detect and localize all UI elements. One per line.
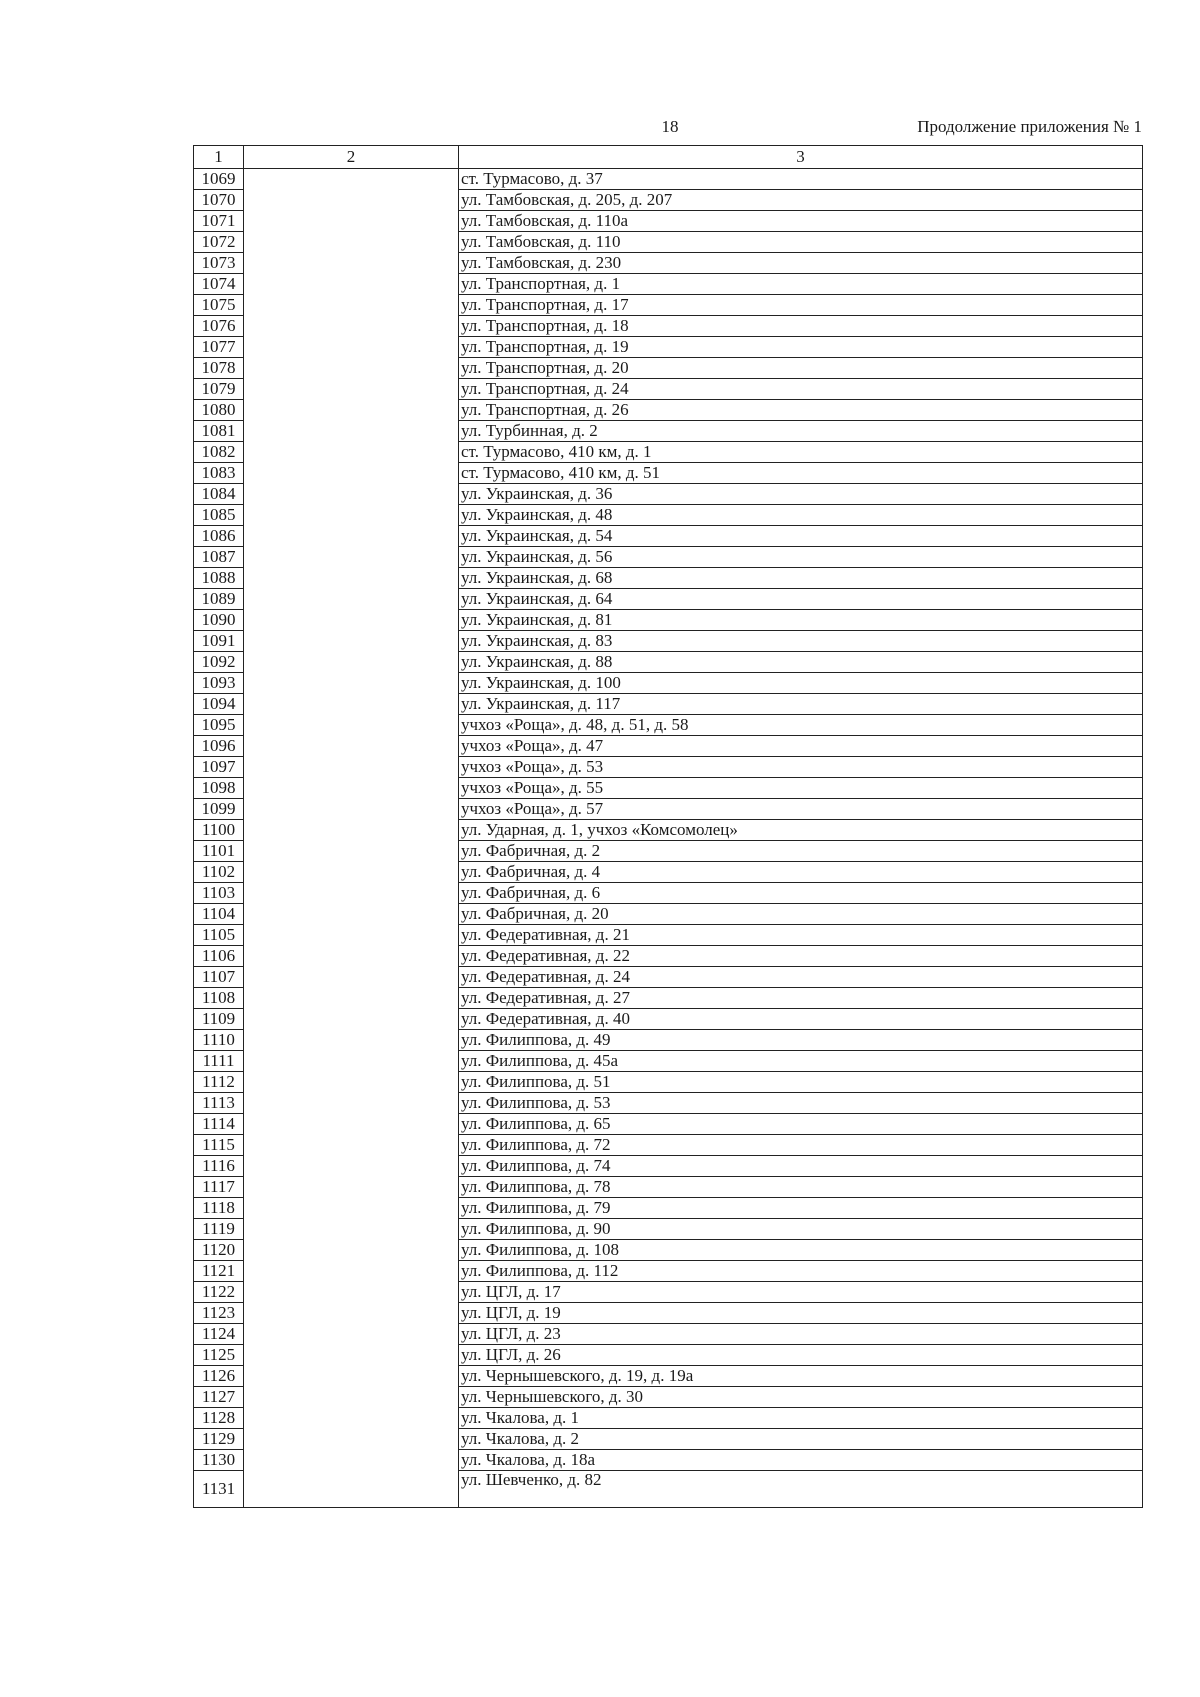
address-cell: ул. Украинская, д. 48 [459, 505, 1143, 526]
empty-cell [244, 1114, 459, 1135]
row-number: 1088 [194, 568, 244, 589]
address-cell: ул. Турбинная, д. 2 [459, 421, 1143, 442]
address-cell: ул. Украинская, д. 88 [459, 652, 1143, 673]
continuation-label: Продолжение приложения № 1 [917, 117, 1142, 136]
row-number: 1131 [194, 1471, 244, 1508]
empty-cell [244, 1303, 459, 1324]
row-number: 1119 [194, 1219, 244, 1240]
table-row [194, 1177, 1143, 1198]
table-row [194, 1114, 1143, 1135]
table-row [194, 1051, 1143, 1072]
address-cell: ул. Чкалова, д. 1 [459, 1408, 1143, 1429]
table-row [194, 946, 1143, 967]
table-row [194, 505, 1143, 526]
empty-cell [244, 295, 459, 316]
row-number: 1096 [194, 736, 244, 757]
empty-cell [244, 652, 459, 673]
row-number: 1115 [194, 1135, 244, 1156]
empty-cell [244, 799, 459, 820]
row-number: 1106 [194, 946, 244, 967]
address-cell: ул. Чкалова, д. 18а [459, 1450, 1143, 1471]
table-row [194, 652, 1143, 673]
address-cell: учхоз «Роща», д. 53 [459, 757, 1143, 778]
row-number: 1105 [194, 925, 244, 946]
row-number: 1108 [194, 988, 244, 1009]
row-number: 1083 [194, 463, 244, 484]
empty-cell [244, 484, 459, 505]
empty-cell [244, 190, 459, 211]
empty-cell [244, 1261, 459, 1282]
empty-cell [244, 526, 459, 547]
address-cell: ул. Филиппова, д. 65 [459, 1114, 1143, 1135]
empty-cell [244, 421, 459, 442]
empty-cell [244, 946, 459, 967]
address-table-container [193, 145, 1142, 1508]
row-number: 1095 [194, 715, 244, 736]
address-cell: ул. Транспортная, д. 18 [459, 316, 1143, 337]
empty-cell [244, 568, 459, 589]
row-number: 1117 [194, 1177, 244, 1198]
row-number: 1120 [194, 1240, 244, 1261]
table-row [194, 169, 1143, 190]
table-row [194, 463, 1143, 484]
empty-cell [244, 883, 459, 904]
address-cell: учхоз «Роща», д. 48, д. 51, д. 58 [459, 715, 1143, 736]
row-number: 1080 [194, 400, 244, 421]
table-row [194, 1345, 1143, 1366]
empty-cell [244, 1009, 459, 1030]
empty-cell [244, 337, 459, 358]
address-cell: ул. Транспортная, д. 26 [459, 400, 1143, 421]
row-number: 1085 [194, 505, 244, 526]
empty-cell [244, 1387, 459, 1408]
empty-cell [244, 1366, 459, 1387]
empty-cell [244, 589, 459, 610]
empty-cell [244, 442, 459, 463]
empty-cell [244, 211, 459, 232]
address-cell: ул. Филиппова, д. 90 [459, 1219, 1143, 1240]
table-body [194, 169, 1143, 1508]
row-number: 1104 [194, 904, 244, 925]
empty-cell [244, 757, 459, 778]
empty-cell [244, 1177, 459, 1198]
address-cell: ул. Филиппова, д. 49 [459, 1030, 1143, 1051]
row-number: 1073 [194, 253, 244, 274]
row-number: 1122 [194, 1282, 244, 1303]
empty-cell [244, 1156, 459, 1177]
row-number: 1092 [194, 652, 244, 673]
table-row [194, 715, 1143, 736]
table-row [194, 1324, 1143, 1345]
row-number: 1121 [194, 1261, 244, 1282]
address-cell: ул. Ударная, д. 1, учхоз «Комсомолец» [459, 820, 1143, 841]
address-cell: учхоз «Роща», д. 47 [459, 736, 1143, 757]
empty-cell [244, 673, 459, 694]
empty-cell [244, 694, 459, 715]
row-number: 1094 [194, 694, 244, 715]
table-row [194, 694, 1143, 715]
table-row [194, 925, 1143, 946]
column-header-3: 3 [459, 146, 1143, 169]
address-cell: ул. Филиппова, д. 112 [459, 1261, 1143, 1282]
row-number: 1107 [194, 967, 244, 988]
row-number: 1091 [194, 631, 244, 652]
address-cell: ул. Фабричная, д. 20 [459, 904, 1143, 925]
table-row [194, 1450, 1143, 1471]
empty-cell [244, 1219, 459, 1240]
row-number: 1100 [194, 820, 244, 841]
row-number: 1113 [194, 1093, 244, 1114]
row-number: 1124 [194, 1324, 244, 1345]
address-cell: ул. Транспортная, д. 19 [459, 337, 1143, 358]
empty-cell [244, 1093, 459, 1114]
address-cell: ул. Филиппова, д. 74 [459, 1156, 1143, 1177]
table-row [194, 484, 1143, 505]
address-cell: ул. Украинская, д. 117 [459, 694, 1143, 715]
table-row [194, 673, 1143, 694]
table-row [194, 1009, 1143, 1030]
table-row [194, 1198, 1143, 1219]
table-row [194, 1261, 1143, 1282]
table-row [194, 379, 1143, 400]
address-cell: ул. Фабричная, д. 2 [459, 841, 1143, 862]
table-row [194, 190, 1143, 211]
table-row [194, 1093, 1143, 1114]
table-row [194, 337, 1143, 358]
table-row [194, 232, 1143, 253]
empty-cell [244, 820, 459, 841]
address-cell: ул. Тамбовская, д. 110а [459, 211, 1143, 232]
page-number: 18 [661, 117, 679, 136]
address-cell: ул. ЦГЛ, д. 26 [459, 1345, 1143, 1366]
address-cell: ул. Украинская, д. 64 [459, 589, 1143, 610]
empty-cell [244, 778, 459, 799]
empty-cell [244, 1240, 459, 1261]
address-cell: ул. Филиппова, д. 53 [459, 1093, 1143, 1114]
empty-cell [244, 274, 459, 295]
empty-cell [244, 316, 459, 337]
address-cell: ул. Федеративная, д. 40 [459, 1009, 1143, 1030]
table-row [194, 568, 1143, 589]
table-row [194, 274, 1143, 295]
empty-cell [244, 547, 459, 568]
table-row [194, 1387, 1143, 1408]
table-header-row [194, 146, 1143, 169]
address-cell: ул. Украинская, д. 83 [459, 631, 1143, 652]
empty-cell [244, 1324, 459, 1345]
row-number: 1089 [194, 589, 244, 610]
row-number: 1111 [194, 1051, 244, 1072]
row-number: 1090 [194, 610, 244, 631]
empty-cell [244, 715, 459, 736]
address-cell: ул. Филиппова, д. 45а [459, 1051, 1143, 1072]
table-row [194, 421, 1143, 442]
table-row [194, 610, 1143, 631]
empty-cell [244, 400, 459, 421]
address-cell: ул. ЦГЛ, д. 23 [459, 1324, 1143, 1345]
address-cell: ул. Тамбовская, д. 230 [459, 253, 1143, 274]
row-number: 1093 [194, 673, 244, 694]
row-number: 1082 [194, 442, 244, 463]
empty-cell [244, 631, 459, 652]
address-cell: ст. Турмасово, д. 37 [459, 169, 1143, 190]
table-row [194, 589, 1143, 610]
empty-cell [244, 358, 459, 379]
empty-cell [244, 925, 459, 946]
empty-cell [244, 1051, 459, 1072]
row-number: 1069 [194, 169, 244, 190]
table-row [194, 1240, 1143, 1261]
row-number: 1129 [194, 1429, 244, 1450]
address-cell: ул. ЦГЛ, д. 17 [459, 1282, 1143, 1303]
empty-cell [244, 1345, 459, 1366]
table-row [194, 400, 1143, 421]
row-number: 1087 [194, 547, 244, 568]
table-row [194, 295, 1143, 316]
column-header-1: 1 [194, 146, 244, 169]
address-cell: ул. Федеративная, д. 22 [459, 946, 1143, 967]
table-row [194, 820, 1143, 841]
row-number: 1118 [194, 1198, 244, 1219]
row-number: 1112 [194, 1072, 244, 1093]
table-row [194, 442, 1143, 463]
empty-cell [244, 505, 459, 526]
empty-cell [244, 1135, 459, 1156]
table-row [194, 1303, 1143, 1324]
row-number: 1101 [194, 841, 244, 862]
empty-cell [244, 1471, 459, 1508]
row-number: 1070 [194, 190, 244, 211]
row-number: 1086 [194, 526, 244, 547]
address-cell: ул. Тамбовская, д. 110 [459, 232, 1143, 253]
row-number: 1123 [194, 1303, 244, 1324]
row-number: 1075 [194, 295, 244, 316]
table-row [194, 904, 1143, 925]
table-row [194, 841, 1143, 862]
table-row [194, 988, 1143, 1009]
empty-cell [244, 253, 459, 274]
row-number: 1074 [194, 274, 244, 295]
row-number: 1116 [194, 1156, 244, 1177]
row-number: 1097 [194, 757, 244, 778]
table-row [194, 631, 1143, 652]
row-number: 1076 [194, 316, 244, 337]
address-table [193, 145, 1143, 1508]
table-row [194, 1429, 1143, 1450]
row-number: 1127 [194, 1387, 244, 1408]
address-cell: ул. Филиппова, д. 72 [459, 1135, 1143, 1156]
address-cell: ул. Филиппова, д. 108 [459, 1240, 1143, 1261]
address-cell: ул. ЦГЛ, д. 19 [459, 1303, 1143, 1324]
row-number: 1130 [194, 1450, 244, 1471]
table-row [194, 883, 1143, 904]
empty-cell [244, 1429, 459, 1450]
row-number: 1099 [194, 799, 244, 820]
table-row [194, 1156, 1143, 1177]
row-number: 1072 [194, 232, 244, 253]
address-cell: ул. Федеративная, д. 27 [459, 988, 1143, 1009]
empty-cell [244, 232, 459, 253]
address-cell: ул. Чкалова, д. 2 [459, 1429, 1143, 1450]
table-row [194, 526, 1143, 547]
empty-cell [244, 1450, 459, 1471]
address-cell: ул. Транспортная, д. 24 [459, 379, 1143, 400]
address-cell: ул. Фабричная, д. 4 [459, 862, 1143, 883]
table-row [194, 862, 1143, 883]
table-row [194, 967, 1143, 988]
address-cell: учхоз «Роща», д. 57 [459, 799, 1143, 820]
empty-cell [244, 1072, 459, 1093]
empty-cell [244, 610, 459, 631]
row-number: 1109 [194, 1009, 244, 1030]
table-row [194, 1135, 1143, 1156]
empty-cell [244, 379, 459, 400]
address-cell: ул. Тамбовская, д. 205, д. 207 [459, 190, 1143, 211]
row-number: 1102 [194, 862, 244, 883]
address-cell: ул. Транспортная, д. 1 [459, 274, 1143, 295]
empty-cell [244, 1408, 459, 1429]
empty-cell [244, 904, 459, 925]
address-cell: ул. Украинская, д. 81 [459, 610, 1143, 631]
empty-cell [244, 988, 459, 1009]
column-header-2: 2 [244, 146, 459, 169]
address-cell: ул. Чернышевского, д. 19, д. 19а [459, 1366, 1143, 1387]
table-row [194, 757, 1143, 778]
row-number: 1114 [194, 1114, 244, 1135]
row-number: 1071 [194, 211, 244, 232]
table-row [194, 1219, 1143, 1240]
address-cell: ул. Украинская, д. 54 [459, 526, 1143, 547]
empty-cell [244, 841, 459, 862]
empty-cell [244, 736, 459, 757]
empty-cell [244, 967, 459, 988]
table-row [194, 211, 1143, 232]
table-row [194, 358, 1143, 379]
table-row [194, 1471, 1143, 1508]
row-number: 1103 [194, 883, 244, 904]
empty-cell [244, 1282, 459, 1303]
row-number: 1077 [194, 337, 244, 358]
empty-cell [244, 169, 459, 190]
table-row [194, 316, 1143, 337]
address-cell: ул. Украинская, д. 68 [459, 568, 1143, 589]
address-cell: ул. Чернышевского, д. 30 [459, 1387, 1143, 1408]
address-cell: ул. Филиппова, д. 79 [459, 1198, 1143, 1219]
row-number: 1126 [194, 1366, 244, 1387]
table-row [194, 736, 1143, 757]
table-row [194, 1282, 1143, 1303]
address-cell: учхоз «Роща», д. 55 [459, 778, 1143, 799]
row-number: 1125 [194, 1345, 244, 1366]
address-cell: ст. Турмасово, 410 км, д. 51 [459, 463, 1143, 484]
address-cell: ул. Шевченко, д. 82 [459, 1471, 1143, 1508]
address-cell: ул. Фабричная, д. 6 [459, 883, 1143, 904]
row-number: 1078 [194, 358, 244, 379]
address-cell: ул. Филиппова, д. 51 [459, 1072, 1143, 1093]
address-cell: ул. Транспортная, д. 17 [459, 295, 1143, 316]
address-cell: ул. Федеративная, д. 24 [459, 967, 1143, 988]
address-cell: ул. Украинская, д. 36 [459, 484, 1143, 505]
address-cell: ул. Украинская, д. 56 [459, 547, 1143, 568]
address-cell: ул. Транспортная, д. 20 [459, 358, 1143, 379]
table-row [194, 799, 1143, 820]
table-row [194, 1408, 1143, 1429]
row-number: 1110 [194, 1030, 244, 1051]
row-number: 1098 [194, 778, 244, 799]
table-row [194, 1030, 1143, 1051]
address-cell: ст. Турмасово, 410 км, д. 1 [459, 442, 1143, 463]
row-number: 1128 [194, 1408, 244, 1429]
row-number: 1079 [194, 379, 244, 400]
empty-cell [244, 1030, 459, 1051]
address-cell: ул. Филиппова, д. 78 [459, 1177, 1143, 1198]
empty-cell [244, 862, 459, 883]
table-row [194, 778, 1143, 799]
empty-cell [244, 1198, 459, 1219]
row-number: 1081 [194, 421, 244, 442]
address-cell: ул. Украинская, д. 100 [459, 673, 1143, 694]
empty-cell [244, 463, 459, 484]
table-row [194, 253, 1143, 274]
table-row [194, 1072, 1143, 1093]
table-row [194, 547, 1143, 568]
row-number: 1084 [194, 484, 244, 505]
table-row [194, 1366, 1143, 1387]
address-cell: ул. Федеративная, д. 21 [459, 925, 1143, 946]
